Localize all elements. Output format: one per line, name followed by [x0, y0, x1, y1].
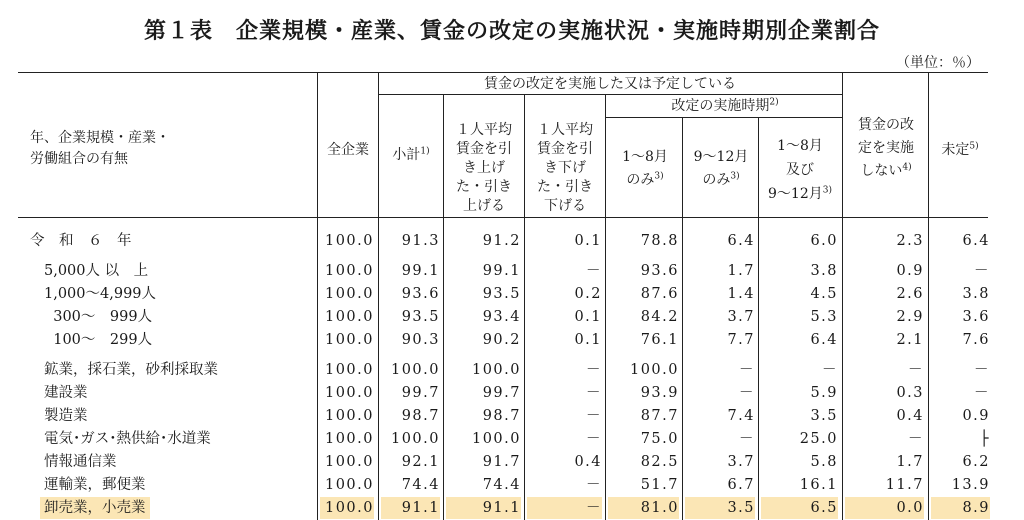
table-cell: 3.5 [685, 497, 755, 519]
table-cell: 2.3 [896, 233, 924, 249]
table-row [0, 405, 1024, 427]
table-row [0, 474, 1024, 496]
footnote-marker: 4) [902, 162, 912, 173]
unit-note: （単位：％） [896, 55, 980, 71]
table-cell: 99.1 [401, 263, 440, 279]
table-cell: 93.6 [640, 263, 679, 279]
table-cell: 91.1 [446, 497, 521, 519]
table-cell: 82.5 [640, 454, 679, 470]
table-cell: 1.4 [727, 286, 755, 302]
table-cell: 98.7 [401, 408, 440, 424]
table-cell: － [739, 385, 755, 401]
footnote-marker: 3) [730, 171, 740, 182]
table-cell: － [908, 431, 924, 447]
table-cell: 100.0 [324, 286, 374, 302]
table-cell: 93.6 [401, 286, 440, 302]
table-cell: 100.0 [390, 431, 440, 447]
row-label: 建設業 [44, 385, 88, 401]
table-cell: 100.0 [471, 431, 521, 447]
header-both: 1～8月 及び 9～12月$^{3)}$ [768, 138, 832, 202]
row-label: 100～ 299人 [44, 332, 153, 348]
row-label: 令 和 ６ 年 [30, 233, 132, 249]
table-cell: 0.2 [574, 286, 602, 302]
table-cell: 1.7 [727, 263, 755, 279]
table-cell: 99.1 [482, 263, 521, 279]
table-cell: 6.5 [761, 497, 838, 519]
table-cell: － [586, 385, 602, 401]
table-cell: 100.0 [324, 263, 374, 279]
table-cell: 78.8 [640, 233, 679, 249]
group-rule [378, 94, 842, 95]
table-cell: 0.3 [896, 385, 924, 401]
header-jan-aug-only: 1～8月 のみ$^{3)}$ [622, 149, 668, 188]
table-row [0, 260, 1024, 282]
table-cell: 81.0 [608, 497, 679, 519]
table-cell: 6.4 [727, 233, 755, 249]
table-row [0, 428, 1024, 450]
table-cell: 51.7 [640, 477, 679, 493]
table-cell: 100.0 [324, 332, 374, 348]
table-cell: 100.0 [324, 477, 374, 493]
table-cell: 0.1 [574, 233, 602, 249]
footnote-marker: 2) [769, 97, 779, 108]
table-cell: 74.4 [401, 477, 440, 493]
table-cell: 5.8 [810, 454, 838, 470]
table-row [0, 382, 1024, 404]
footnote-marker: 5) [969, 141, 979, 152]
table-cell: 5.3 [810, 309, 838, 325]
table-cell: 0.4 [896, 408, 924, 424]
header-undecided: 未定$^{5)}$ [941, 141, 979, 158]
table-cell: 100.0 [324, 233, 374, 249]
row-label: 卸売業，小売業 [40, 497, 150, 519]
table-cell: 0.4 [574, 454, 602, 470]
row-label: 情報通信業 [44, 454, 117, 470]
header-raise: １人平均 賃金を引 き上げ た・引き 上げる [456, 122, 512, 214]
row-label: 300～ 999人 [44, 309, 153, 325]
row-label: 5,000人 以 上 [44, 263, 149, 279]
table-cell: 100.0 [324, 385, 374, 401]
table-cell: 87.7 [640, 408, 679, 424]
table-cell: 3.8 [810, 263, 838, 279]
table-cell: 0.1 [574, 309, 602, 325]
table-cell: 2.6 [896, 286, 924, 302]
table-cell: 7.4 [727, 408, 755, 424]
table-cell: 3.7 [727, 309, 755, 325]
table-cell: 3.7 [727, 454, 755, 470]
table-cell: 0.9 [962, 408, 990, 424]
table-cell: － [974, 362, 990, 378]
table-cell: 100.0 [324, 309, 374, 325]
table-cell: 6.4 [962, 233, 990, 249]
row-label: 鉱業，採石業，砂利採取業 [44, 362, 218, 378]
table-cell: 100.0 [390, 362, 440, 378]
table-cell: 3.6 [962, 309, 990, 325]
table-cell: － [586, 263, 602, 279]
table-cell: 6.7 [727, 477, 755, 493]
table-cell: 16.1 [799, 477, 838, 493]
header-row-label: 年、企業規模・産業・ 労働組合の有無 [30, 130, 170, 167]
row-label: 運輸業，郵便業 [44, 477, 146, 493]
row-label: 製造業 [44, 408, 88, 424]
table-cell: 3.8 [962, 286, 990, 302]
table-cell: 100.0 [320, 497, 374, 519]
table-cell: 25.0 [799, 431, 838, 447]
header-lower: １人平均 賃金を引 き下げ た・引き 下げる [537, 122, 593, 214]
timing-rule [605, 117, 842, 118]
table-cell: 91.1 [381, 497, 440, 519]
table-cell: 11.7 [885, 477, 924, 493]
table-cell: － [586, 408, 602, 424]
header-timing-group: 改定の実施時期$^{2)}$ [671, 97, 779, 114]
table-cell: 98.7 [482, 408, 521, 424]
table-cell: 76.1 [640, 332, 679, 348]
table-cell: － [974, 385, 990, 401]
footnote-marker: 3) [822, 185, 832, 196]
header-subtotal: 小計$^{1)}$ [392, 146, 430, 163]
table-cell: 0.0 [845, 497, 924, 519]
table-cell: － [739, 362, 755, 378]
row-label: 電気･ガス･熱供給･水道業 [44, 431, 211, 447]
table-cell: 13.9 [951, 477, 990, 493]
table-cell: 93.5 [482, 286, 521, 302]
table-row [0, 306, 1024, 328]
table-row [0, 230, 1024, 252]
table-cell: 93.9 [640, 385, 679, 401]
header-not-implemented: 賃金の改 定を実施 しない$^{4)}$ [858, 117, 914, 179]
table-cell: 5.9 [810, 385, 838, 401]
table-cell: 100.0 [324, 454, 374, 470]
table-cell: － [739, 431, 755, 447]
table-row [0, 359, 1024, 381]
table-cell: 4.5 [810, 286, 838, 302]
table-cell: 0.1 [574, 332, 602, 348]
table-cell: － [822, 362, 838, 378]
table-cell: 91.7 [482, 454, 521, 470]
table-cell: － [908, 362, 924, 378]
table-row [0, 497, 1024, 519]
table-cell: 93.4 [482, 309, 521, 325]
footnote-marker: 1) [420, 146, 430, 157]
table-cell: 99.7 [482, 385, 521, 401]
table-cell: 6.2 [962, 454, 990, 470]
table-row [0, 451, 1024, 473]
table-cell: 100.0 [324, 362, 374, 378]
table-cell: ├ [979, 431, 990, 447]
table-cell: 3.5 [810, 408, 838, 424]
table-cell: 74.4 [482, 477, 521, 493]
table-cell: － [527, 497, 602, 519]
table-cell: － [586, 362, 602, 378]
table-row [0, 283, 1024, 305]
header-all-companies: 全企業 [327, 142, 369, 158]
table-cell: 7.6 [962, 332, 990, 348]
table-cell: 100.0 [629, 362, 679, 378]
table-cell: 6.0 [810, 233, 838, 249]
table-cell: 87.6 [640, 286, 679, 302]
table-cell: 93.5 [401, 309, 440, 325]
table-cell: 100.0 [471, 362, 521, 378]
table-cell: 92.1 [401, 454, 440, 470]
table-cell: 100.0 [324, 408, 374, 424]
table-cell: 75.0 [640, 431, 679, 447]
table-cell: － [586, 431, 602, 447]
row-label: 1,000～4,999人 [44, 286, 157, 302]
table-cell: － [974, 263, 990, 279]
header-group-top: 賃金の改定を実施した又は予定している [484, 76, 736, 92]
table-cell: 91.3 [401, 233, 440, 249]
table-cell: 7.7 [727, 332, 755, 348]
header-sep-dec-only: 9～12月 のみ$^{3)}$ [693, 149, 749, 188]
footnote-marker: 3) [654, 171, 664, 182]
table-cell: 90.3 [401, 332, 440, 348]
table-cell: － [586, 477, 602, 493]
table-cell: 99.7 [401, 385, 440, 401]
table-cell: 8.9 [931, 497, 990, 519]
table-title: 第１表 企業規模・産業、賃金の改定の実施状況・実施時期別企業割合 [143, 19, 880, 44]
table-cell: 91.2 [482, 233, 521, 249]
table-cell: 1.7 [896, 454, 924, 470]
table-cell: 0.9 [896, 263, 924, 279]
table-row [0, 329, 1024, 351]
table-cell: 2.9 [896, 309, 924, 325]
table-cell: 90.2 [482, 332, 521, 348]
table-cell: 6.4 [810, 332, 838, 348]
table-cell: 84.2 [640, 309, 679, 325]
table-cell: 2.1 [896, 332, 924, 348]
table-cell: 100.0 [324, 431, 374, 447]
